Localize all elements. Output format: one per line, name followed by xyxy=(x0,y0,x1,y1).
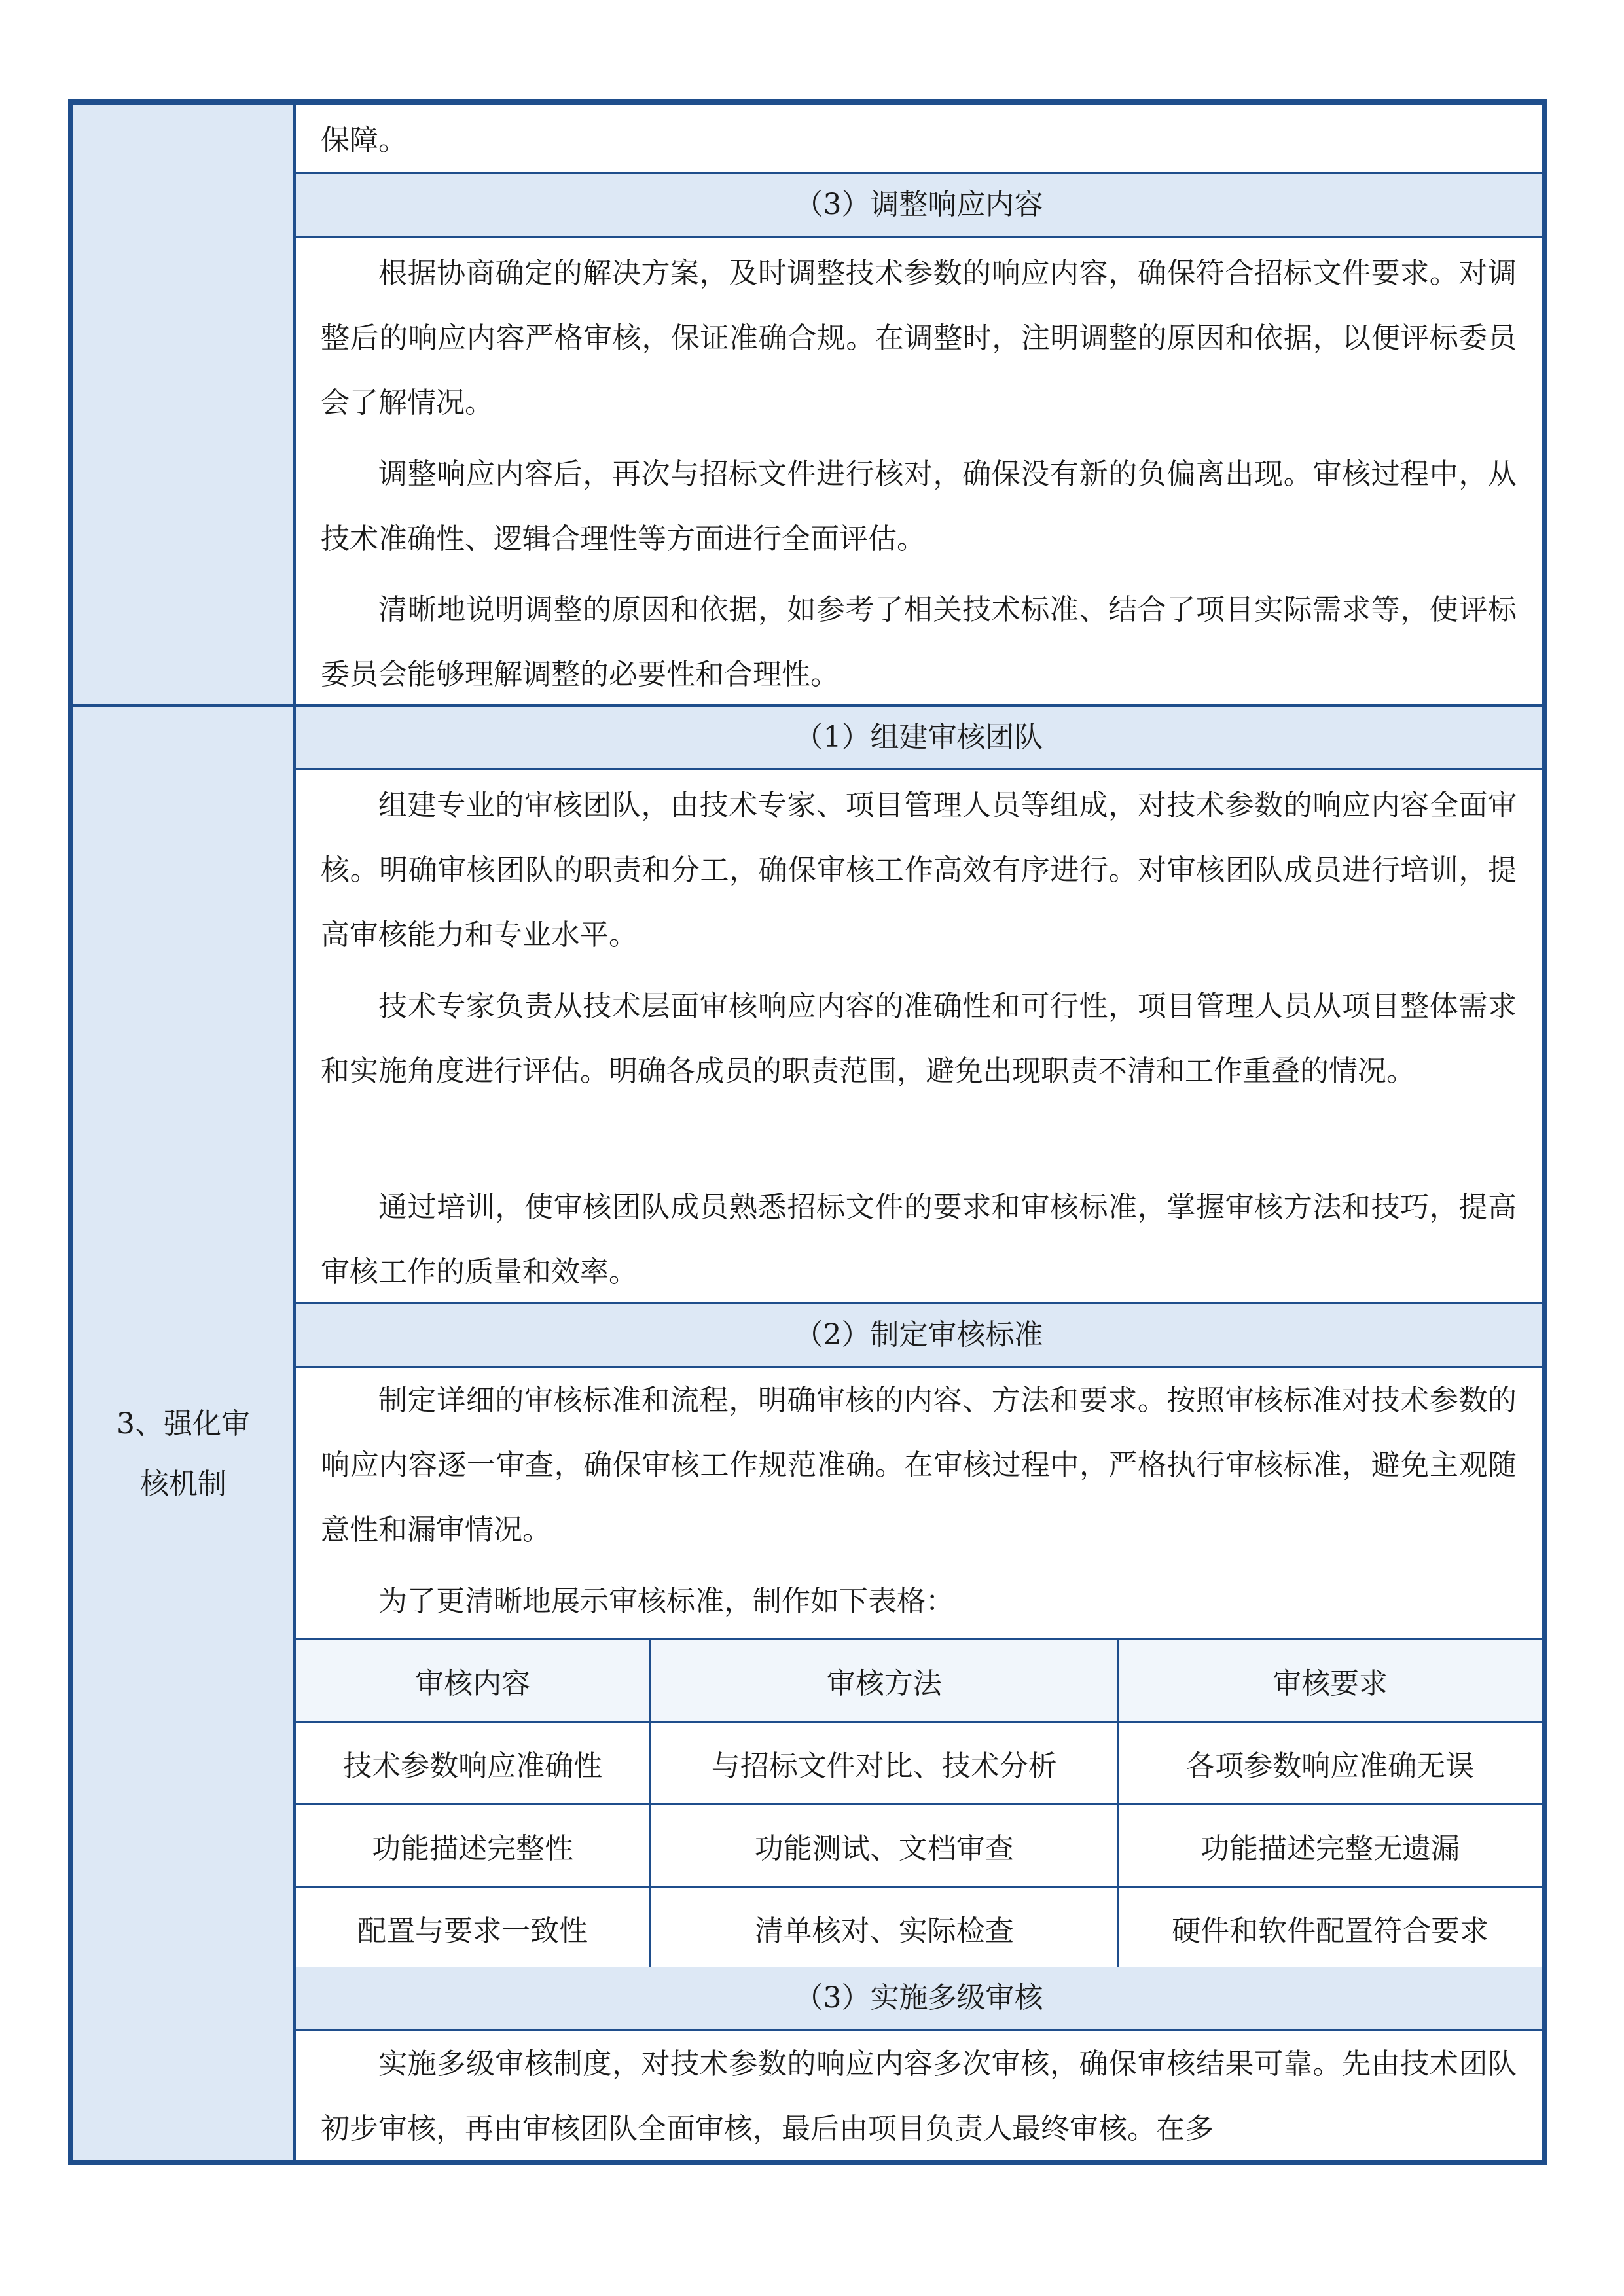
divider xyxy=(296,2029,1542,2031)
table-row xyxy=(296,1804,1542,1887)
paragraph: 实施多级审核制度，对技术参数的响应内容多次审核，确保审核结果可靠。先由技术团队初步审核，再由审核团队全面审核，最后由项目负责人最终审核。在多 xyxy=(321,2047,1517,2145)
table-header-row xyxy=(296,1640,1542,1722)
table-header-cell: 审核内容 xyxy=(296,1640,651,1722)
section-header-multilevel-audit: （3）实施多级审核 xyxy=(296,1967,1542,2029)
paragraph: 制定详细的审核标准和流程，明确审核的内容、方法和要求。按照审核标准对技术参数的响应内容逐一审查，确保审核工作规范准确。在审核过程中，严格执行审核标准，避免主观随意性和漏审情况。 xyxy=(321,1384,1517,1547)
table-cell: 技术参数响应准确性 xyxy=(296,1722,651,1804)
section-header-build-team: （1）组建审核团队 xyxy=(296,707,1542,768)
table-header-cell: 审核要求 xyxy=(1118,1640,1542,1722)
table-header-cell: 审核方法 xyxy=(651,1640,1118,1722)
paragraph: 调整响应内容后，再次与招标文件进行核对，确保没有新的负偏离出现。审核过程中，从技术准确性、逻辑合理性等方面进行全面评估。 xyxy=(321,457,1517,556)
divider xyxy=(296,768,1542,770)
section3-category-label: 3、强化审 核机制 xyxy=(117,1407,250,1501)
left-column-divider xyxy=(73,704,296,707)
document-table-frame xyxy=(68,99,1547,2165)
paragraph: 组建专业的审核团队，由技术专家、项目管理人员等组成，对技术参数的响应内容全面审核。明确审核团队的职责和分工，确保审核工作高效有序进行。对审核团队成员进行培训，提高审核能力和专业水平。 xyxy=(321,789,1517,952)
table-cell: 与招标文件对比、技术分析 xyxy=(651,1722,1118,1804)
right-content-column xyxy=(296,105,1542,2160)
paragraph: 通过培训，使审核团队成员熟悉招标文件的要求和审核标准，掌握审核方法和技巧，提高审核工作的质量和效率。 xyxy=(321,1191,1517,1289)
divider xyxy=(296,236,1542,238)
table-cell: 功能测试、文档审查 xyxy=(651,1804,1118,1887)
paragraph: 根据协商确定的解决方案，及时调整技术参数的响应内容，确保符合招标文件要求。对调整后的响应内容严格审核，保证准确合规。在调整时，注明调整的原因和依据，以便评标委员会了解情况。 xyxy=(321,257,1517,420)
table-cell: 配置与要求一致性 xyxy=(296,1887,651,1969)
table-cell: 功能描述完整性 xyxy=(296,1804,651,1887)
table-cell: 各项参数响应准确无误 xyxy=(1118,1722,1542,1804)
paragraph: 为了更清晰地展示审核标准，制作如下表格： xyxy=(378,1585,954,1618)
audit-standard-table xyxy=(296,1638,1542,1970)
table-row xyxy=(296,1722,1542,1804)
table-cell: 清单核对、实际检查 xyxy=(651,1887,1118,1969)
left-category-column xyxy=(73,105,296,2160)
table-row xyxy=(296,1887,1542,1969)
table-cell: 功能描述完整无遗漏 xyxy=(1118,1804,1542,1887)
continuation-text: 保障。 xyxy=(321,124,407,157)
paragraph: 清晰地说明调整的原因和依据，如参考了相关技术标准、结合了项目实际需求等，使评标委员会能够理解调整的必要性和合理性。 xyxy=(321,593,1517,691)
paragraph: 技术专家负责从技术层面审核响应内容的准确性和可行性，项目管理人员从项目整体需求和实施角度进行评估。明确各成员的职责范围，避免出现职责不清和工作重叠的情况。 xyxy=(321,990,1517,1088)
section-header-set-standard: （2）制定审核标准 xyxy=(296,1304,1542,1366)
table-cell: 硬件和软件配置符合要求 xyxy=(1118,1887,1542,1969)
section-header-adjust-response: （3）调整响应内容 xyxy=(296,174,1542,236)
